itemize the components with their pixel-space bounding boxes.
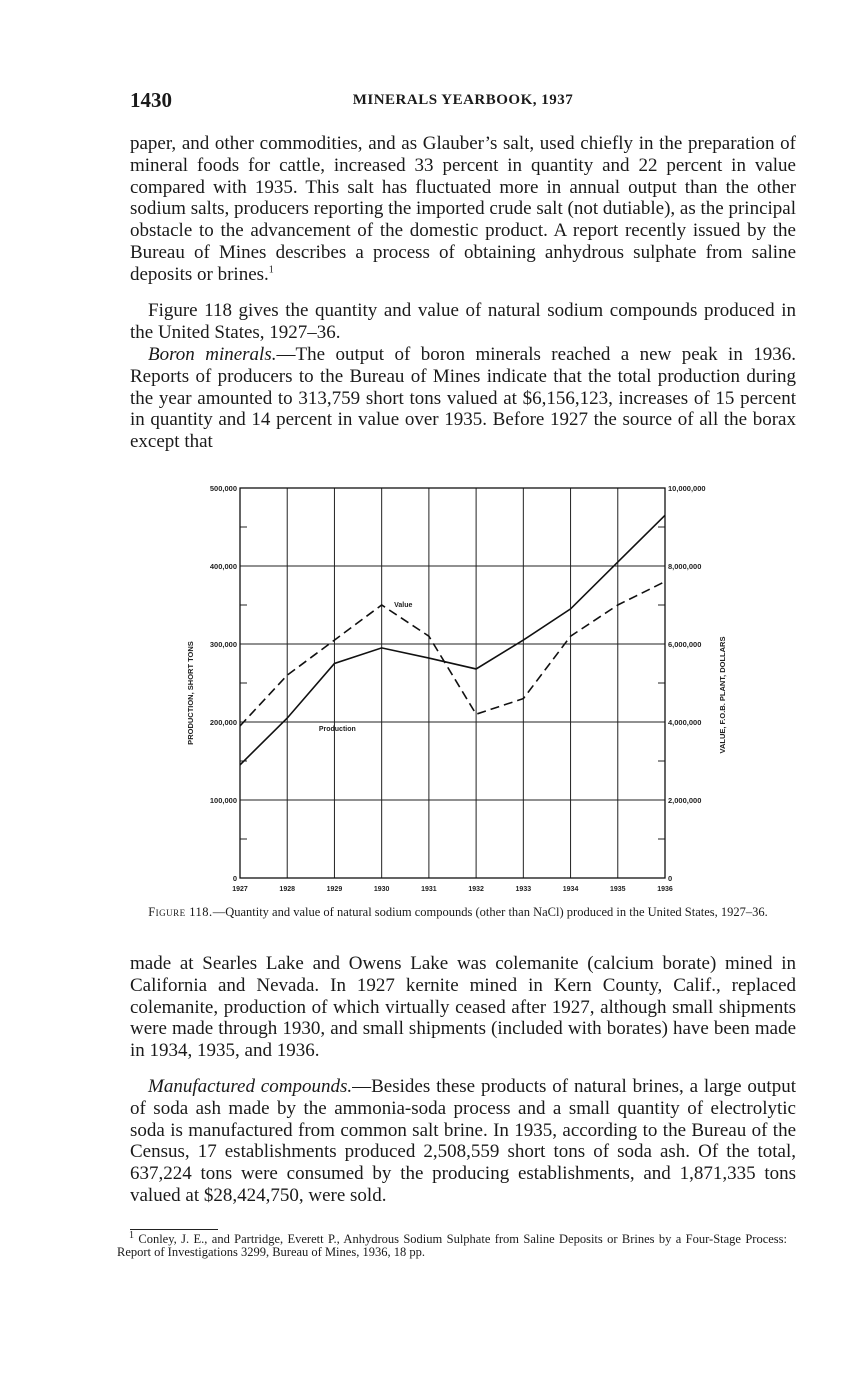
series-label-value: Value <box>394 602 413 609</box>
x-tick-label: 1931 <box>421 886 437 893</box>
series-line-value <box>240 582 665 726</box>
running-title: MINERALS YEARBOOK, 1937 <box>352 92 574 108</box>
y-tick-label: 0 <box>232 874 237 883</box>
footnote-divider <box>130 1229 218 1230</box>
x-tick-label: 1927 <box>232 886 248 893</box>
x-tick-label: 1934 <box>562 886 579 893</box>
x-tick-label: 1935 <box>609 886 626 893</box>
footnote-reference: 1 <box>268 264 274 276</box>
paragraph-boron-minerals <box>130 344 796 453</box>
chart-svg <box>180 478 740 898</box>
footnote <box>117 1229 787 1259</box>
paragraph-manufactured-compounds <box>130 1076 796 1207</box>
y2-tick-label: 10,000,000 <box>668 484 706 493</box>
series-line-production <box>240 515 665 765</box>
page-number: 1430 <box>130 88 172 112</box>
footnote-text: Conley, J. E., and Partridge, Everett P., Anhydrous Sodium Sulphate from Saline Deposits or Brines by a Four-Stage Process: Report of Investigations 3299, Bureau of Mines, 1936, 18 pp. <box>117 1232 787 1259</box>
y2-tick-label: 0 <box>668 874 673 883</box>
y-tick-label: 100,000 <box>209 796 237 805</box>
y-tick-label: 500,000 <box>209 484 237 493</box>
y-axis-title: PRODUCTION, SHORT TONS <box>186 641 195 745</box>
section-lead-boron: Boron minerals. <box>148 344 277 365</box>
y-tick-label: 400,000 <box>209 562 237 571</box>
paragraph-colemanite: made at Searles Lake and Owens Lake was colemanite (calcium borate) mined in California and Nevada. In 1927 kernite mined in Kern County, Calif., replaced colemanite, production of which virtually ceased after 1927, although small shipments were made through 1930, and small shipments (included with borates) have been made in 1934, 1935, and 1936. <box>130 953 796 1062</box>
x-tick-label: 1928 <box>279 886 296 893</box>
y-tick-label: 300,000 <box>209 640 237 649</box>
y2-axis-title: VALUE, F.O.B. PLANT, DOLLARS <box>718 636 727 754</box>
figure-caption <box>118 906 798 920</box>
page-header <box>130 88 796 118</box>
footnote-mark: 1 <box>129 1229 134 1241</box>
x-tick-label: 1930 <box>373 886 390 893</box>
y-tick-label: 200,000 <box>209 718 237 727</box>
series-label-production: Production <box>318 726 356 734</box>
paragraph-figure-reference: Figure 118 gives the quantity and value of natural sodium compounds produced in the United States, 1927–36. <box>130 300 796 343</box>
paragraph-text: paper, and other commodities, and as Glauber’s salt, used chiefly in the preparation of mineral foods for cattle, increased 33 percent in quantity and 22 percent in value compared with 1935. This salt has fluctuated more in annual output than the other sodium salts, producers reporting the imported crude salt (not dutiable), as the principal obstacle to the advancement of the domestic product. A report recently issued by the Bureau of Mines describes a process of obtaining anhydrous sulphate from saline deposits or brines. <box>130 133 796 285</box>
x-tick-label: 1933 <box>515 886 532 893</box>
figure-118-chart <box>180 478 740 898</box>
y2-tick-label: 6,000,000 <box>668 640 702 649</box>
y2-tick-label: 4,000,000 <box>668 718 702 727</box>
paragraph-text: —Besides these products of natural brines, a large output of soda ash made by the ammonia-soda process and a small quantity of electrolytic soda is manufactured from common salt brine. In 1935, according to the Bureau of the Census, 17 establishments produced 2,508,559 short tons of soda ash. Of the total, 637,224 tons were consumed by the producing establishments, and 1,871,335 tons valued at $28,424,750, were sold. <box>130 1076 796 1206</box>
y2-tick-label: 8,000,000 <box>668 562 702 571</box>
paragraph-text: —The output of boron minerals reached a new peak in 1936. Reports of producers to the Bureau of Mines indicate that the total production during the year amounted to 313,759 short tons valued at $6,156,123, increases of 15 percent in quantity and 14 percent in value over 1935. Before 1927 the source of all the borax except that <box>130 344 797 453</box>
paragraph-glaubers-salt <box>130 133 796 286</box>
caption-text: —Quantity and value of natural sodium compounds (other than NaCl) produced in the United States, 1927–36. <box>212 905 768 919</box>
x-tick-label: 1936 <box>657 886 673 893</box>
plot-frame <box>240 488 665 878</box>
y2-tick-label: 2,000,000 <box>668 796 702 805</box>
section-lead-manufactured: Manufactured compounds. <box>148 1076 353 1097</box>
x-tick-label: 1932 <box>468 886 484 893</box>
x-tick-label: 1929 <box>326 886 343 893</box>
caption-lead: Figure 118. <box>148 905 213 919</box>
